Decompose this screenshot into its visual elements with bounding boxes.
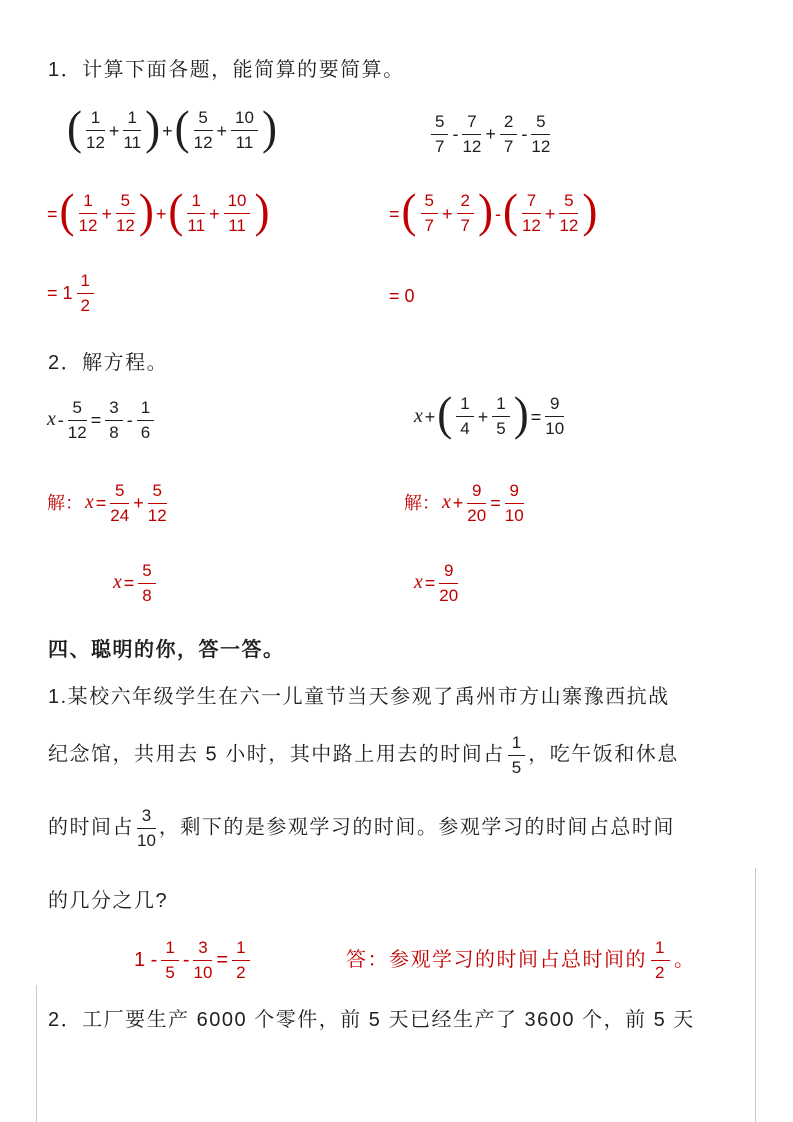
fraction-numerator: 1 [187, 191, 205, 214]
fraction-numerator: 1 [232, 938, 249, 961]
fraction-denominator: 7 [424, 216, 434, 235]
fraction-numerator: 5 [68, 398, 87, 421]
fraction [500, 112, 517, 156]
equation-right [413, 387, 567, 441]
parenthesis: ( [174, 101, 190, 155]
variable-x: x [414, 404, 423, 427]
fraction-numerator: 1 [86, 108, 105, 131]
math-text: = [389, 203, 400, 224]
calc-solution-step-left [46, 184, 270, 238]
fraction-denominator: 12 [115, 216, 135, 235]
variable-x: x [414, 571, 423, 594]
math-text: + [477, 406, 489, 427]
math-text: + [485, 124, 496, 145]
fraction [224, 191, 251, 235]
math-text: + [162, 120, 173, 141]
fraction [105, 398, 122, 442]
math-text: + [216, 120, 228, 141]
math-text: = [424, 573, 436, 594]
fraction-denominator: 11 [187, 216, 206, 235]
fraction-numerator: 3 [105, 398, 122, 421]
math-text: 解： [47, 493, 83, 514]
fraction-numerator: 2 [457, 191, 474, 214]
fraction-numerator: 2 [500, 112, 517, 135]
math-text: - [494, 203, 501, 224]
fraction-numerator: 10 [231, 108, 258, 131]
math-text: + [424, 406, 436, 427]
fraction-numerator: 10 [224, 191, 251, 214]
math-text: = [95, 493, 107, 514]
fraction-denominator: 10 [504, 505, 524, 525]
fraction-denominator: 20 [439, 585, 459, 605]
calc-solution-step-right [388, 184, 598, 238]
fraction-numerator: 1 [137, 398, 154, 421]
fraction-numerator: 5 [148, 481, 167, 504]
fraction [193, 938, 212, 982]
fraction-denominator: 10 [193, 962, 213, 982]
math-text: = 0 [389, 286, 415, 307]
calc-problem-left [66, 101, 278, 155]
fraction [467, 481, 486, 525]
fraction-denominator: 5 [511, 757, 522, 777]
fraction-denominator: 11 [228, 216, 246, 235]
fraction-denominator: 12 [559, 216, 579, 235]
problem1-line4: 的几分之几? [48, 890, 169, 912]
variable-x: x [85, 491, 94, 514]
math-text: = [123, 573, 135, 594]
fraction [232, 938, 249, 982]
fraction [116, 191, 135, 235]
fraction [194, 108, 213, 152]
fraction-denominator: 8 [142, 585, 152, 605]
fraction-numerator: 9 [439, 561, 458, 584]
math-text: ，剩下的是参观学习的时间。参观学习的时间占总时间 [158, 816, 675, 839]
parenthesis: ( [437, 387, 453, 441]
math-text: - [182, 949, 190, 972]
fraction-numerator: 9 [505, 481, 524, 504]
variable-x: x [442, 491, 451, 514]
problem2-text: 2．工厂要生产 6000 个零件，前 5 天已经生产了 3600 个，前 5 天 [48, 1009, 695, 1031]
parenthesis: ) [261, 101, 277, 155]
math-text: + [544, 203, 556, 224]
fraction [421, 191, 438, 235]
math-text: 解： [404, 493, 440, 514]
fraction-numerator: 7 [522, 191, 541, 214]
fraction-denominator: 7 [460, 216, 470, 235]
parenthesis: ( [502, 184, 518, 238]
math-text: = [490, 493, 501, 514]
fraction-denominator: 12 [67, 422, 87, 442]
fraction-denominator: 12 [462, 136, 482, 156]
fraction-denominator: 12 [193, 133, 213, 152]
parenthesis: ) [145, 101, 161, 155]
fraction [457, 191, 474, 235]
fraction-numerator: 9 [545, 394, 564, 417]
section4-title: 四、聪明的你，答一答。 [48, 639, 285, 661]
fraction-numerator: 1 [456, 394, 473, 417]
question1-title: 1．计算下面各题，能简算的要简算。 [48, 59, 405, 81]
fraction [110, 481, 129, 525]
calc-problem-right [428, 112, 553, 156]
page-edge-right-line [755, 868, 756, 1122]
fraction-numerator: 1 [79, 191, 98, 214]
fraction-denominator: 12 [78, 216, 98, 235]
fraction-numerator: 5 [431, 112, 448, 135]
equation-left [46, 398, 157, 442]
fraction-denominator: 12 [147, 505, 167, 525]
fraction-numerator: 3 [193, 938, 212, 961]
fraction [68, 398, 87, 442]
math-text: 。 [673, 949, 696, 972]
calc-result-left [46, 271, 97, 315]
math-text: = [90, 410, 102, 431]
equation-result-right [413, 561, 461, 605]
math-text: - [521, 124, 528, 145]
math-text: + [108, 120, 120, 141]
fraction-denominator: 2 [80, 295, 90, 315]
math-text: = [216, 949, 229, 972]
fraction [545, 394, 564, 438]
fraction-numerator: 5 [138, 561, 155, 584]
fraction [531, 112, 550, 156]
fraction-numerator: 5 [110, 481, 129, 504]
fraction [148, 481, 167, 525]
problem1-solution [133, 938, 253, 982]
math-text: + [209, 203, 220, 224]
equation-result-left [112, 561, 159, 605]
fraction-denominator: 11 [235, 133, 254, 152]
fraction [79, 191, 98, 235]
math-text: 的时间占 [48, 816, 134, 839]
problem1-line1: 1.某校六年级学生在六一儿童节当天参观了禹州市方山寨豫西抗战 [48, 686, 670, 708]
fraction [492, 394, 509, 438]
fraction-denominator: 11 [123, 133, 142, 152]
problem1-answer [345, 938, 696, 982]
fraction [522, 191, 541, 235]
parenthesis: ) [513, 387, 529, 441]
calc-result-right [388, 286, 416, 305]
fraction [456, 394, 473, 438]
fraction-denominator: 10 [545, 419, 565, 438]
fraction-denominator: 10 [137, 830, 156, 850]
fraction [431, 112, 448, 156]
fraction-denominator: 12 [521, 216, 541, 235]
fraction-numerator: 5 [421, 191, 438, 214]
math-text: 答：参观学习的时间占总时间的 [346, 949, 647, 972]
fraction-numerator: 9 [467, 481, 486, 504]
fraction-numerator: 1 [508, 733, 525, 756]
fraction-numerator: 1 [123, 108, 141, 131]
fraction-numerator: 5 [116, 191, 135, 214]
fraction [123, 108, 141, 152]
fraction [231, 108, 258, 152]
math-text: - [57, 410, 64, 431]
parenthesis: ( [401, 184, 417, 238]
parenthesis: ( [67, 101, 82, 155]
fraction [138, 561, 155, 605]
fraction [187, 191, 205, 235]
parenthesis: ( [59, 184, 75, 238]
fraction-denominator: 20 [467, 505, 487, 525]
math-text: - [452, 124, 459, 145]
fraction-denominator: 6 [140, 422, 151, 442]
parenthesis: ) [254, 184, 270, 238]
equation-solution-step-left [46, 481, 170, 525]
parenthesis: ( [168, 184, 184, 238]
math-text: = 1 [47, 283, 73, 304]
fraction-numerator: 1 [161, 938, 178, 961]
fraction-denominator: 24 [110, 505, 130, 525]
math-text: 1 - [134, 949, 158, 972]
fraction-denominator: 2 [655, 962, 666, 982]
fraction-numerator: 1 [492, 394, 509, 417]
math-text: + [101, 203, 112, 224]
question2-title: 2．解方程。 [48, 352, 169, 374]
fraction-denominator: 5 [165, 962, 175, 982]
fraction-numerator: 5 [194, 108, 213, 131]
math-text: - [126, 410, 133, 431]
fraction-denominator: 8 [109, 422, 119, 442]
parenthesis: ) [582, 184, 598, 238]
fraction [559, 191, 578, 235]
fraction-numerator: 5 [531, 112, 550, 135]
fraction [77, 271, 94, 315]
fraction [137, 398, 154, 442]
math-text: + [452, 493, 464, 514]
math-text: + [155, 203, 167, 224]
fraction-denominator: 7 [503, 136, 514, 156]
fraction-denominator: 12 [531, 136, 551, 156]
fraction-numerator: 3 [137, 806, 156, 829]
variable-x: x [47, 408, 56, 431]
equation-solution-step-right [403, 481, 527, 525]
fraction-denominator: 5 [496, 419, 506, 438]
math-text: = [530, 406, 542, 427]
problem1-line2 [48, 733, 679, 777]
fraction [651, 938, 670, 982]
math-text: 纪念馆，共用去 5 小时，其中路上用去的时间占 [48, 743, 505, 766]
math-text: + [133, 493, 144, 514]
fraction-denominator: 7 [435, 136, 445, 156]
fraction-numerator: 5 [559, 191, 578, 214]
fraction [508, 733, 525, 777]
math-text: + [441, 203, 453, 224]
fraction [462, 112, 481, 156]
fraction [86, 108, 105, 152]
parenthesis: ) [477, 184, 493, 238]
fraction-denominator: 2 [236, 962, 246, 982]
fraction-numerator: 1 [651, 938, 670, 961]
parenthesis: ) [138, 184, 154, 238]
fraction-denominator: 12 [86, 133, 105, 152]
fraction [137, 806, 156, 850]
fraction [439, 561, 458, 605]
math-text: = [47, 203, 58, 224]
fraction-denominator: 4 [460, 419, 470, 438]
variable-x: x [113, 571, 122, 594]
fraction [505, 481, 524, 525]
fraction-numerator: 7 [462, 112, 481, 135]
problem1-line3 [48, 806, 675, 850]
fraction [161, 938, 178, 982]
math-text: ，吃午饭和休息 [528, 743, 679, 766]
fraction-numerator: 1 [77, 271, 94, 294]
page-edge-left-line [36, 985, 37, 1122]
